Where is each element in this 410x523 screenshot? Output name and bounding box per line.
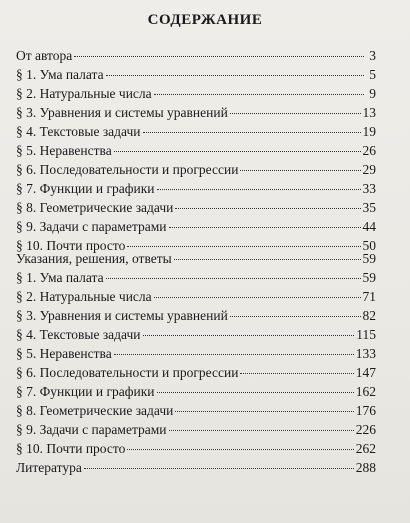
toc-entry-page-number: 262 bbox=[355, 441, 376, 456]
toc-entry bbox=[16, 249, 376, 268]
toc-entry bbox=[16, 179, 376, 198]
dot-leader bbox=[84, 467, 354, 469]
toc-entry bbox=[16, 84, 376, 103]
toc-entry bbox=[16, 439, 376, 458]
toc-entry-page-number: 162 bbox=[355, 384, 376, 399]
toc-entry-page-number: 115 bbox=[356, 327, 376, 342]
toc-entry-label: Указания, решения, ответы bbox=[16, 251, 172, 266]
toc-entry bbox=[16, 363, 376, 382]
toc-entry-page-number: 44 bbox=[362, 219, 376, 234]
toc-entry-page-number: 71 bbox=[362, 289, 376, 304]
toc-entry bbox=[16, 160, 376, 179]
toc-entry-label: § 2. Натуральные числа bbox=[16, 289, 152, 304]
toc-entry-page-number: 226 bbox=[355, 422, 376, 437]
toc-entry-page-number: 288 bbox=[355, 460, 376, 475]
toc-entry-page-number: 33 bbox=[362, 181, 376, 196]
toc-entry-label: § 1. Ума палата bbox=[16, 67, 104, 82]
toc-entry bbox=[16, 141, 376, 160]
toc-entry-label: § 8. Геометрические задачи bbox=[16, 200, 174, 215]
dot-leader bbox=[240, 372, 353, 374]
toc-entry bbox=[16, 306, 376, 325]
toc-entry bbox=[16, 420, 376, 439]
dot-leader bbox=[143, 131, 361, 133]
toc-entry-page-number: 82 bbox=[362, 308, 376, 323]
dot-leader bbox=[240, 169, 360, 171]
dot-leader bbox=[230, 315, 361, 317]
toc-entry-page-number: 5 bbox=[369, 67, 376, 82]
toc-entry-label: § 4. Текстовые задачи bbox=[16, 327, 141, 342]
toc-entry-label: § 6. Последовательности и прогрессии bbox=[16, 365, 239, 380]
toc-entry-page-number: 147 bbox=[355, 365, 376, 380]
toc-entry-label: § 7. Функции и графики bbox=[16, 181, 155, 196]
toc-entry-label: § 10. Почти просто bbox=[16, 238, 126, 253]
dot-leader bbox=[230, 112, 361, 114]
page-title: СОДЕРЖАНИЕ bbox=[147, 12, 263, 28]
toc-entry-page-number: 59 bbox=[362, 270, 376, 285]
toc-entry bbox=[16, 217, 376, 236]
toc-entry bbox=[16, 103, 376, 122]
dot-leader bbox=[174, 258, 361, 260]
toc-entry bbox=[16, 401, 376, 420]
dot-leader bbox=[154, 296, 361, 298]
dot-leader bbox=[127, 245, 360, 247]
dot-leader bbox=[74, 55, 364, 57]
toc-entry bbox=[16, 65, 376, 84]
dot-leader bbox=[127, 448, 353, 450]
toc-entry-page-number: 35 bbox=[362, 200, 376, 215]
toc-entry-page-number: 3 bbox=[369, 48, 376, 63]
toc-entry-page-number: 176 bbox=[355, 403, 376, 418]
dot-leader bbox=[169, 429, 354, 431]
toc-entry-label: § 9. Задачи с параметрами bbox=[16, 219, 167, 234]
toc-entry-label: § 7. Функции и графики bbox=[16, 384, 155, 399]
toc-section-answers bbox=[16, 249, 376, 477]
toc-entry-label: § 8. Геометрические задачи bbox=[16, 403, 174, 418]
dot-leader bbox=[175, 410, 353, 412]
toc-entry-label: § 10. Почти просто bbox=[16, 441, 126, 456]
toc-entry-label: § 5. Неравенства bbox=[16, 346, 112, 361]
toc-entry-label: § 6. Последовательности и прогрессии bbox=[16, 162, 239, 177]
toc-entry-label: От автора bbox=[16, 48, 73, 63]
dot-leader bbox=[157, 188, 361, 190]
toc-entry-label: § 9. Задачи с параметрами bbox=[16, 422, 167, 437]
dot-leader bbox=[154, 93, 364, 95]
toc-entry bbox=[16, 122, 376, 141]
toc-entry bbox=[16, 325, 376, 344]
toc-entry-page-number: 50 bbox=[362, 238, 376, 253]
toc-section-main bbox=[16, 46, 376, 255]
dot-leader bbox=[106, 74, 364, 76]
toc-entry-label: § 4. Текстовые задачи bbox=[16, 124, 141, 139]
toc-entry-label: Литература bbox=[16, 460, 82, 475]
toc-entry-label: § 1. Ума палата bbox=[16, 270, 104, 285]
dot-leader bbox=[143, 334, 355, 336]
dot-leader bbox=[114, 353, 354, 355]
toc-entry-page-number: 19 bbox=[362, 124, 376, 139]
toc-entry bbox=[16, 268, 376, 287]
toc-entry-page-number: 26 bbox=[362, 143, 376, 158]
toc-entry-page-number: 9 bbox=[369, 86, 376, 101]
toc-entry-page-number: 29 bbox=[362, 162, 376, 177]
toc-entry bbox=[16, 344, 376, 363]
toc-entry-label: § 3. Уравнения и системы уравнений bbox=[16, 105, 228, 120]
toc-entry-page-number: 13 bbox=[362, 105, 376, 120]
toc-entry-label: § 5. Неравенства bbox=[16, 143, 112, 158]
toc-entry bbox=[16, 458, 376, 477]
toc-entry bbox=[16, 46, 376, 65]
toc-entry-label: § 2. Натуральные числа bbox=[16, 86, 152, 101]
dot-leader bbox=[114, 150, 361, 152]
toc-entry-page-number: 59 bbox=[362, 251, 376, 266]
dot-leader bbox=[169, 226, 361, 228]
toc-entry bbox=[16, 198, 376, 217]
toc-entry-label: § 3. Уравнения и системы уравнений bbox=[16, 308, 228, 323]
toc-entry bbox=[16, 287, 376, 306]
dot-leader bbox=[106, 277, 361, 279]
dot-leader bbox=[157, 391, 354, 393]
dot-leader bbox=[175, 207, 360, 209]
toc-entry bbox=[16, 382, 376, 401]
toc-entry-page-number: 133 bbox=[355, 346, 376, 361]
